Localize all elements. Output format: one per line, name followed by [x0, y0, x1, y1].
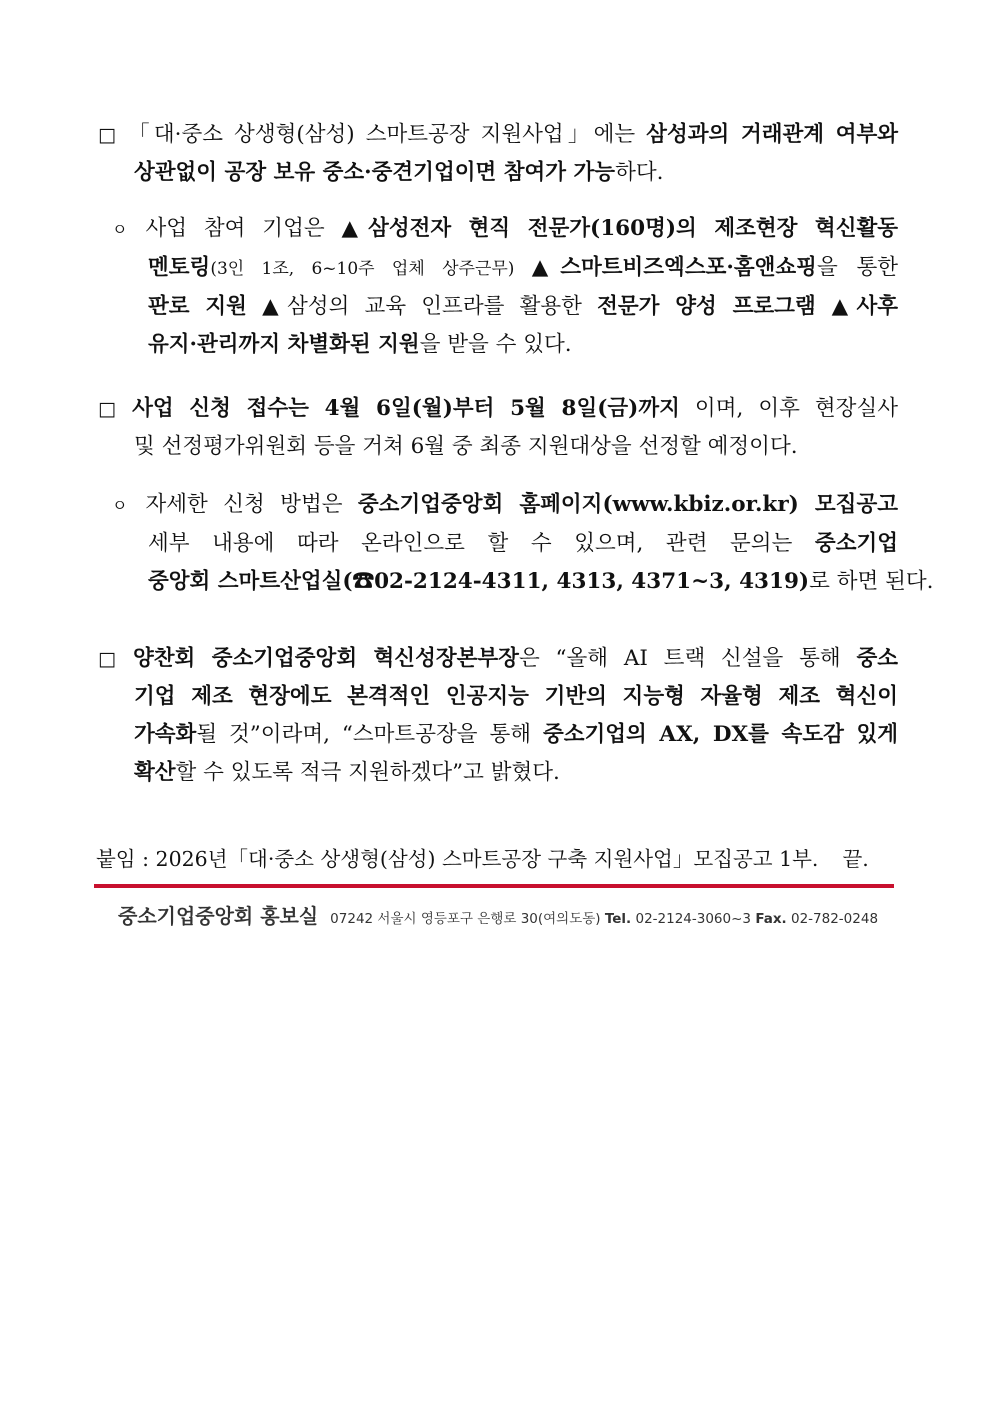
section-1-sub-line-2: 멘토링(3인 1조, 6~10주 업체 상주근무) ▲스마트비즈엑스포·홈앤쇼핑을 통한 — [148, 255, 899, 280]
section-1-sub — [112, 210, 898, 364]
section-2-sub — [112, 486, 934, 601]
section-1 — [98, 116, 898, 192]
section-3-line-4: 확산할 수 있도록 적극 지원하겠다”고 밝혔다. — [134, 760, 560, 785]
section-2-sub-line-1: ㅇ 자세한 신청 방법은 중소기업중앙회 홈페이지(www.kbiz.or.kr) 모집공고 — [112, 492, 898, 517]
section-1-line-2: 상관없이 공장 보유 중소·중견기업이면 참여가 가능하다. — [134, 160, 664, 185]
footer-tel: 02-2124-3060~3 — [631, 911, 756, 927]
attachment-note: 붙임 : 2026년「대·중소 상생형(삼성) 스마트공장 구축 지원사업」모집공고 1부. 끝. — [96, 847, 869, 871]
section-2 — [98, 390, 898, 466]
square-bullet-icon: □ — [98, 648, 125, 670]
square-bullet-icon: □ — [98, 124, 121, 146]
end-mark: 끝. — [842, 847, 869, 871]
section-1-sub-line-1: ㅇ 사업 참여 기업은 ▲삼성전자 현직 전문가(160명)의 제조현장 혁신활동 — [112, 216, 899, 241]
square-bullet-icon: □ — [98, 398, 125, 420]
circle-bullet-icon: ㅇ — [112, 496, 128, 515]
section-2-line-1: □ 사업 신청 접수는 4월 6일(월)부터 5월 8일(금)까지 이며, 이후 현장실사 — [98, 396, 898, 421]
footer-fax: 02-782-0248 — [786, 911, 879, 927]
footer-address: 07242 서울시 영등포구 은행로 30(여의도동) — [330, 911, 605, 927]
circle-bullet-icon: ㅇ — [112, 220, 128, 239]
footer-org: 중소기업중앙회 홍보실 — [118, 904, 319, 928]
section-2-sub-line-2: 세부 내용에 따라 온라인으로 할 수 있으며, 관련 문의는 중소기업 — [148, 531, 898, 556]
section-1-sub-line-4: 유지·관리까지 차별화된 지원을 받을 수 있다. — [148, 332, 572, 357]
press-footer: 중소기업중앙회 홍보실 07242 서울시 영등포구 은행로 30(여의도동) Tel. 02-2124-3060~3 Fax. 02-782-0248 — [118, 904, 879, 928]
section-3-line-3: 가속화될 것”이라며, “스마트공장을 통해 중소기업의 AX, DX를 속도감 있게 — [134, 722, 899, 747]
section-1-line-1: □ 「대·중소 상생형(삼성) 스마트공장 지원사업」에는 삼성과의 거래관계 여부와 — [98, 122, 899, 147]
section-2-line-2: 및 선정평가위원회 등을 거쳐 6월 중 최종 지원대상을 선정할 예정이다. — [134, 434, 798, 459]
section-3-line-1: □ 양찬회 중소기업중앙회 혁신성장본부장은 “올해 AI 트랙 신설을 통해 중소 — [98, 646, 899, 671]
footer-divider — [94, 884, 894, 888]
section-3 — [98, 640, 898, 792]
section-1-sub-line-3: 판로 지원 ▲삼성의 교육 인프라를 활용한 전문가 양성 프로그램 ▲사후 — [148, 294, 899, 319]
section-3-line-2: 기업 제조 현장에도 본격적인 인공지능 기반의 지능형 자율형 제조 혁신이 — [134, 684, 898, 709]
section-2-sub-line-3: 중앙회 스마트산업실(☎02-2124-4311, 4313, 4371~3, 4319)로 하면 된다. — [148, 569, 934, 594]
